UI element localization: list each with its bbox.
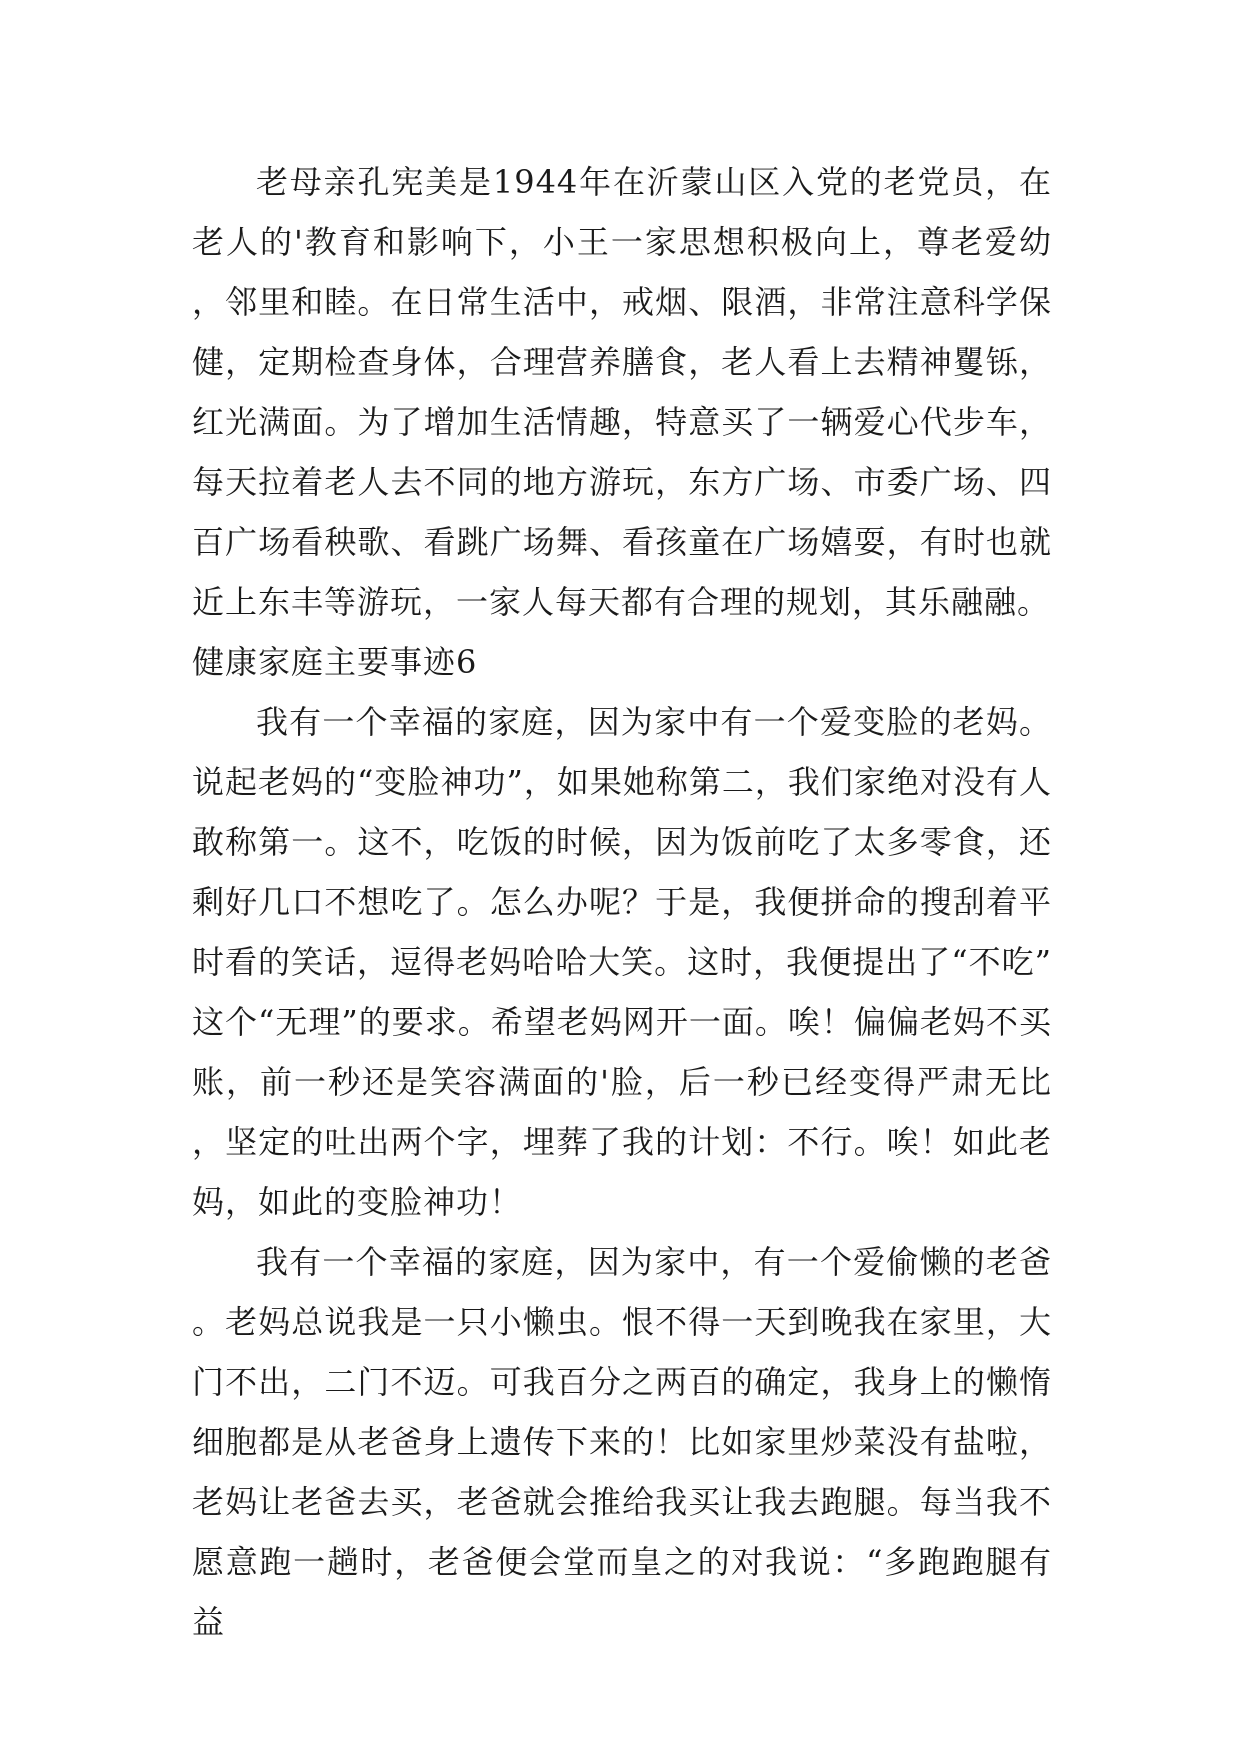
section-heading: 健康家庭主要事迹6 — [192, 643, 478, 681]
paragraph-face-changing-mom: 我有一个幸福的家庭，因为家中有一个爱变脸的老妈。说起老妈的“变脸神功”，如果她称第二，我们家绝对没有人敢称第一。这不，吃饭的时候，因为饭前吃了太多零食，还剩好几口不想吃了。怎么办呢？于是，我便拼命的搜刮着平时看的笑话，逗得老妈哈哈大笑。这时，我便提出了“不吃”这个“无理”的要求。希望老妈网开一面。唉！偏偏老妈不买账，前一秒还是笑容满面的'脸，后一秒已经变得严肃无比，坚定的吐出两个字，埋葬了我的计划：不行。唉！如此老妈，如此的变脸神功！ — [192, 703, 1052, 1221]
document-body — [192, 152, 1052, 1652]
paragraph-lazy-dad: 我有一个幸福的家庭，因为家中，有一个爱偷懒的老爸。老妈总说我是一只小懒虫。恨不得一天到晚我在家里，大门不出，二门不迈。可我百分之两百的确定，我身上的懒惰细胞都是从老爸身上遗传下来的！比如家里炒菜没有盐啦，老妈让老爸去买，老爸就会推给我买让我去跑腿。每当我不愿意跑一趟时，老爸便会堂而皇之的对我说：“多跑跑腿有益 — [192, 1243, 1052, 1641]
paragraph-mother-party-member: 老母亲孔宪美是1944年在沂蒙山区入党的老党员，在老人的'教育和影响下，小王一家思想积极向上，尊老爱幼，邻里和睦。在日常生活中，戒烟、限酒，非常注意科学保健，定期检查身体，合理营养膳食，老人看上去精神矍铄，红光满面。为了增加生活情趣，特意买了一辆爱心代步车，每天拉着老人去不同的地方游玩，东方广场、市委广场、四百广场看秧歌、看跳广场舞、看孩童在广场嬉耍，有时也就近上东丰等游玩，一家人每天都有合理的规划，其乐融融。 — [192, 163, 1052, 621]
